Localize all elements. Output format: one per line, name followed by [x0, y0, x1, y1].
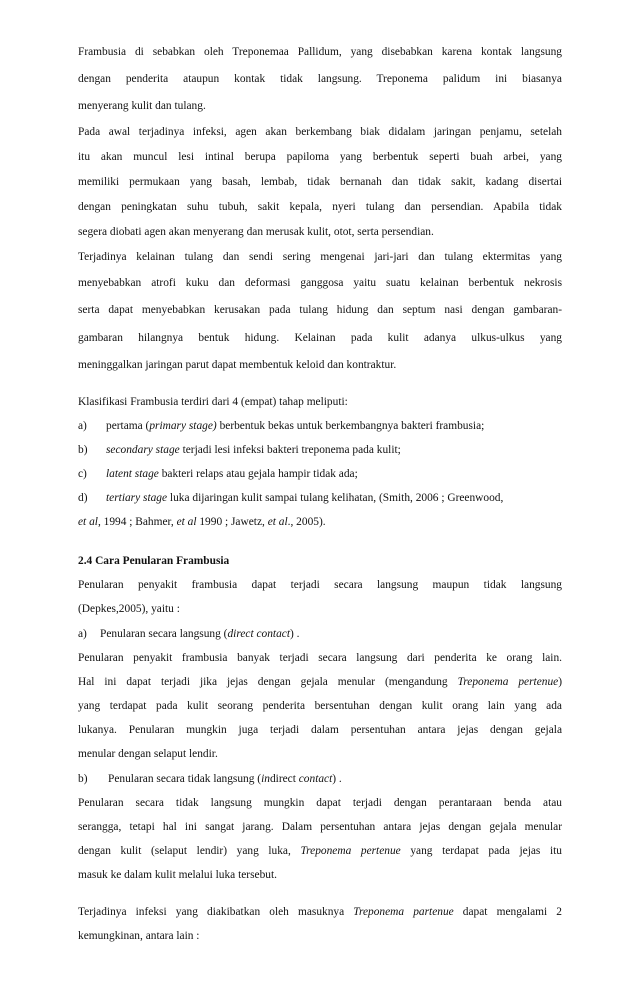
- section-line-1: Penularan penyakit frambusia dapat terjadi secara langsung maupun tidak langsung: [78, 579, 562, 591]
- list-marker: d): [78, 492, 88, 504]
- section-heading: 2.4 Cara Penularan Frambusia: [78, 555, 230, 567]
- direct-para-line-1: Penularan penyakit frambusia banyak terjadi secara langsung dari penderita ke orang lain.: [78, 652, 562, 664]
- direct-para-line-3: yang terdapat pada kulit seorang penderita bersentuhan dengan kulit orang lain yang ada: [78, 700, 562, 712]
- klasifikasi-item-a: a) pertama (primary stage) berbentuk bekas untuk berkembangnya bakteri frambusia;: [78, 420, 485, 432]
- paragraph-2-line-4: dengan peningkatan suhu tubuh, sakit kepala, nyeri tulang dan persendian. Apabila tidak: [78, 201, 562, 213]
- final-para-line-1: Terjadinya infeksi yang diakibatkan oleh masuknya Treponema partenue dapat mengalami 2: [78, 906, 562, 918]
- paragraph-1-line-1: Frambusia di sebabkan oleh Treponemaa Pallidum, yang disebabkan karena kontak langsung: [78, 46, 562, 58]
- paragraph-3-line-4: gambaran hilangnya bentuk hidung. Kelainan pada kulit adanya ulkus-ulkus yang: [78, 332, 562, 344]
- paragraph-2-line-2: itu akan muncul lesi intinal berupa papiloma yang berbentuk seperti buah arbei, yang: [78, 151, 562, 163]
- klasifikasi-item-d-citation: et al, 1994 ; Bahmer, et al 1990 ; Jawetz, et al., 2005).: [78, 516, 326, 528]
- paragraph-1-line-3: menyerang kulit dan tulang.: [78, 100, 206, 112]
- klasifikasi-item-b: b) secondary stage terjadi lesi infeksi bakteri treponema pada kulit;: [78, 444, 401, 456]
- indirect-para-line-3: dengan kulit (selaput lendir) yang luka, Treponema pertenue yang terdapat pada jejas itu: [78, 845, 562, 857]
- section-line-2: (Depkes,2005), yaitu :: [78, 603, 180, 615]
- klasifikasi-intro: Klasifikasi Frambusia terdiri dari 4 (empat) tahap meliputi:: [78, 396, 348, 408]
- list-marker: c): [78, 468, 87, 480]
- indirect-para-line-2: serangga, tetapi hal ini sangat jarang. Dalam persentuhan antara jejas dengan gejala menular: [78, 821, 562, 833]
- paragraph-3-line-1: Terjadinya kelainan tulang dan sendi sering mengenai jari-jari dan tulang ektermitas yang: [78, 251, 562, 263]
- direct-para-line-4: lukanya. Penularan mungkin juga terjadi dalam persentuhan antara jejas dengan gejala: [78, 724, 562, 736]
- paragraph-2-line-1: Pada awal terjadinya infeksi, agen akan berkembang biak didalam jaringan penjamu, setelah: [78, 126, 562, 138]
- section-item-b: b) Penularan secara tidak langsung (indirect contact) .: [78, 773, 342, 785]
- indirect-para-line-4: masuk ke dalam kulit melalui luka tersebut.: [78, 869, 277, 881]
- paragraph-3-line-3: serta dapat menyebabkan kerusakan pada tulang hidung dan septum nasi dengan gambaran-: [78, 304, 562, 316]
- direct-para-line-2: Hal ini dapat terjadi jika jejas dengan gejala menular (mengandung Treponema pertenue): [78, 676, 562, 688]
- final-para-line-2: kemungkinan, antara lain :: [78, 930, 200, 942]
- list-marker: a): [78, 628, 87, 640]
- indirect-para-line-1: Penularan secara tidak langsung mungkin dapat terjadi dengan perantaraan benda atau: [78, 797, 562, 809]
- section-item-a: a) Penularan secara langsung (direct contact) .: [78, 628, 300, 640]
- paragraph-3-line-2: menyebabkan atrofi kuku dan deformasi ganggosa yaitu suatu kelainan berbentuk nekrosis: [78, 277, 562, 289]
- paragraph-3-line-5: meninggalkan jaringan parut dapat membentuk keloid dan kontraktur.: [78, 359, 397, 371]
- paragraph-2-line-5: segera diobati agen akan menyerang dan merusak kulit, otot, serta persendian.: [78, 226, 434, 238]
- klasifikasi-item-d: d) tertiary stage luka dijaringan kulit sampai tulang kelihatan, (Smith, 2006 ; Greenwood,: [78, 492, 504, 504]
- list-marker: b): [78, 773, 88, 785]
- list-marker: a): [78, 420, 87, 432]
- list-marker: b): [78, 444, 88, 456]
- paragraph-1-line-2: dengan penderita ataupun kontak tidak langsung. Treponema palidum ini biasanya: [78, 73, 562, 85]
- paragraph-2-line-3: memiliki permukaan yang basah, lembab, tidak bernanah dan tidak sakit, kadang disertai: [78, 176, 562, 188]
- klasifikasi-item-c: c) latent stage bakteri relaps atau gejala hampir tidak ada;: [78, 468, 358, 480]
- direct-para-line-5: menular dengan selaput lendir.: [78, 748, 218, 760]
